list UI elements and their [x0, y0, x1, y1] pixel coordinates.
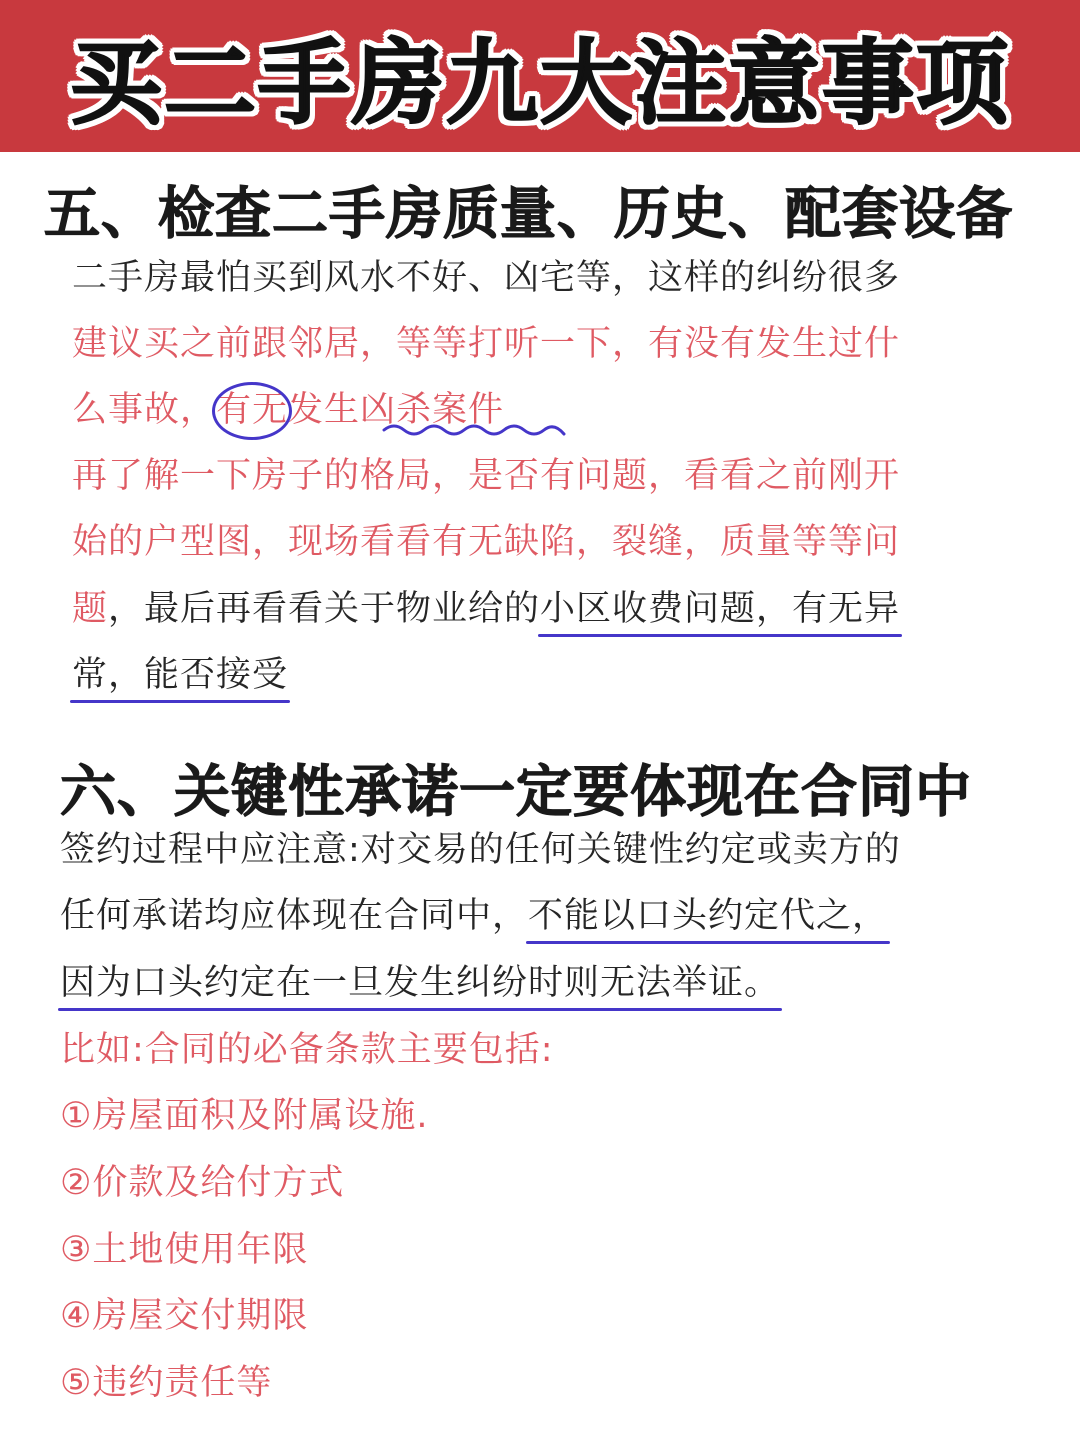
underlined-accept-text: 常，能否接受: [72, 655, 289, 695]
underlined-verbal-text: 不能以口头约定代之，: [528, 896, 889, 936]
section-6-line-3: [60, 961, 780, 1009]
example-intro: 比如:合同的必备条款主要包括:: [60, 1030, 554, 1070]
section-5-line-7: [72, 653, 288, 701]
wavy-underlined-text: 凶杀案件: [360, 390, 505, 430]
clause-item-3: ③土地使用年限: [60, 1230, 309, 1270]
section-5-line-1: 二手房最怕买到风水不好、凶宅等，这样的纠纷很多: [72, 258, 901, 298]
section-5-line-2: 建议买之前跟邻居，等等打听一下，有没有发生过什: [72, 324, 901, 364]
clause-item-1: ①房屋面积及附属设施.: [60, 1096, 429, 1136]
section-5-heading: 五、检查二手房质量、历史、配套设备: [44, 182, 1013, 247]
line-6-dark-part: ，最后再看看关于物业给的: [108, 589, 541, 629]
section-5-line-4: 再了解一下房子的格局，是否有问题，看看之前刚开: [72, 456, 901, 496]
line-3-start: 么事故，: [72, 390, 217, 430]
clause-item-2: ②价款及给付方式: [60, 1163, 345, 1203]
section-6-heading: 六、关键性承诺一定要体现在合同中: [60, 760, 972, 825]
section-5-line-5: 始的户型图，现场看看有无缺陷，裂缝，质量等等问: [72, 522, 901, 562]
section-5-line-6: [72, 587, 900, 635]
section-6-line-2: [60, 894, 888, 942]
line-2-start: 任何承诺均应体现在合同中，: [60, 896, 529, 936]
circled-text: 有无: [216, 390, 289, 430]
underlined-reason-text: 因为口头约定在一旦发生纠纷时则无法举证。: [60, 963, 781, 1003]
section-6-line-1: 签约过程中应注意:对交易的任何关键性约定或卖方的: [60, 830, 901, 870]
clause-item-4: ④房屋交付期限: [60, 1296, 309, 1336]
wavy-underline: [382, 418, 566, 440]
page-title: 买二手房九大注意事项: [69, 30, 1010, 137]
underlined-fee-text: 小区收费问题，有无异: [540, 589, 901, 629]
title-banner: [0, 0, 1080, 152]
line-6-red-part: 题: [72, 589, 109, 629]
line-3-middle: 发生: [288, 390, 361, 430]
clause-item-5: ⑤违约责任等: [60, 1363, 273, 1403]
